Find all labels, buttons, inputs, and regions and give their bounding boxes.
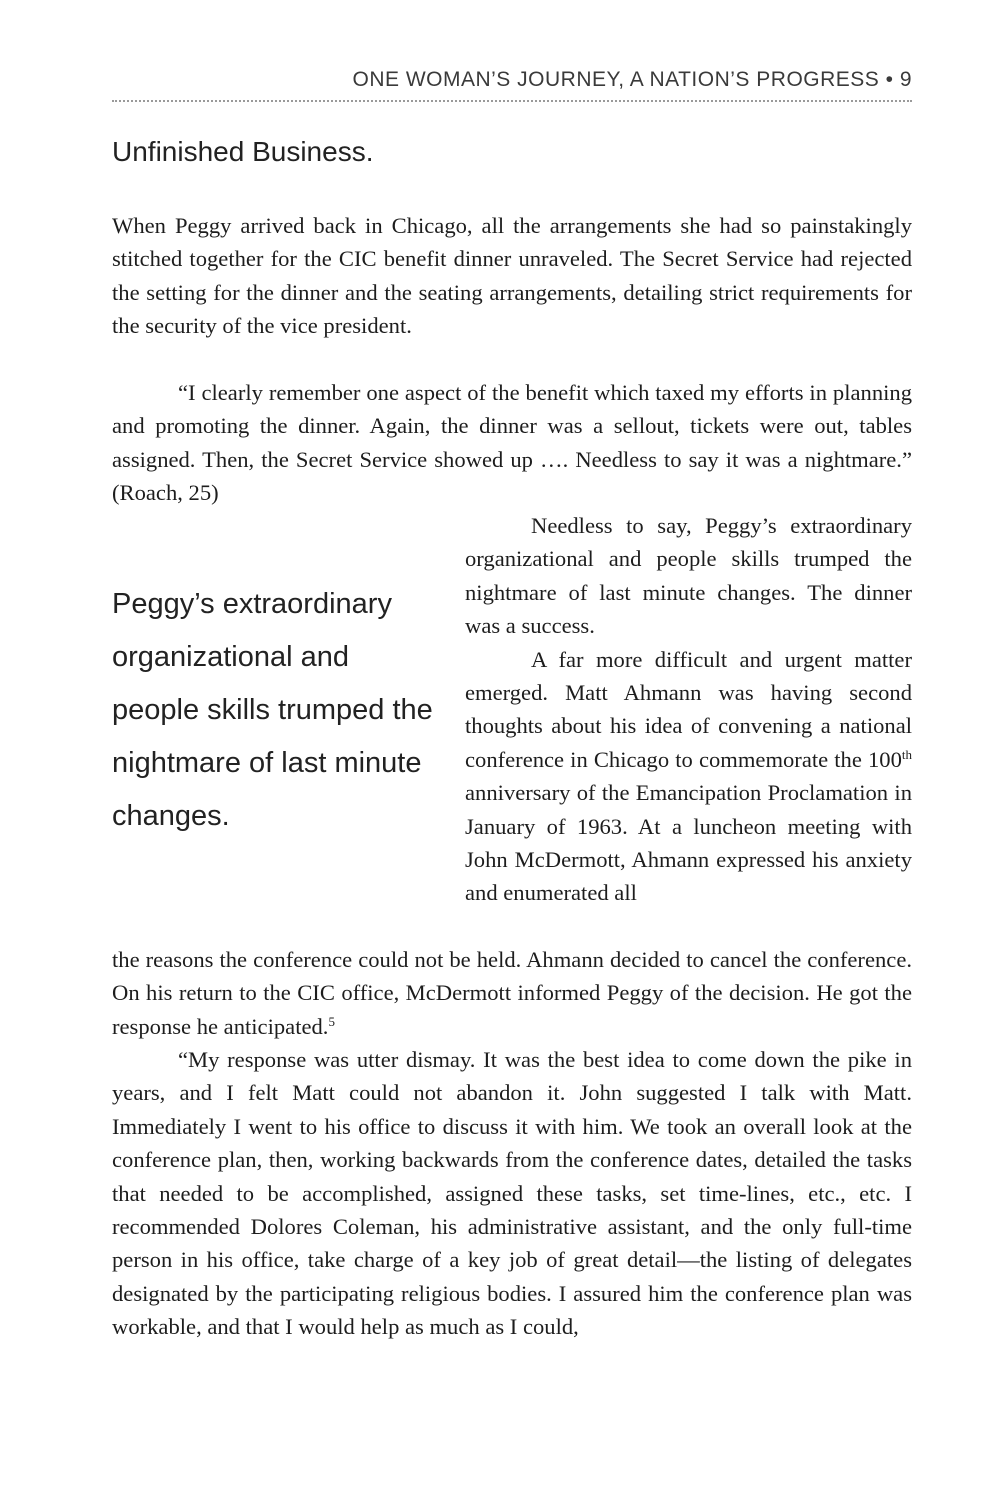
section-title: Unfinished Business. — [112, 136, 374, 167]
paragraph-difficult-matter — [465, 643, 912, 910]
right-column — [465, 509, 912, 910]
paragraph-dismay-quote: “My response was utter dismay. It was the best idea to come down the pike in years, and I felt Matt could not abandon it. John suggested I talk with Matt. Immediately I went to his office to discuss it with him. We took an overall look at the conference plan, then, working backwards from the conference dates, detailed the tasks that needed to be accomplished, assigned these tasks, set time-lines, etc., etc. I recommended Dolores Coleman, his administrative assistant, and the only full-time person in his office, take charge of a key job of great detail—the listing of delegates designated by the participating religious bodies. I assured him the conference plan was workable, and that I would help as much as I could, — [112, 1047, 912, 1340]
paragraph-difficult-matter-text-2: anniversary of the Emancipation Proclamation in January of 1963. At a luncheon meeting with John McDermott, Ahmann expressed his anxiety and enumerated all — [465, 780, 912, 906]
footnote-marker: 5 — [328, 1013, 335, 1029]
paragraph-cancel-decision — [112, 943, 912, 1043]
paragraph-dinner-success: Needless to say, Peggy’s extraordinary organizational and people skills trumped the nightmare of last minute changes. The dinner was a success. — [465, 513, 912, 639]
header-divider — [112, 100, 912, 102]
paragraph-cancel-text: the reasons the conference could not be held. Ahmann decided to cancel the conference. On his return to the CIC office, McDermott informed Peggy of the decision. He got the response he anticipated. — [112, 947, 912, 1039]
paragraph-difficult-matter-text: A far more difficult and urgent matter emerged. Matt Ahmann was having second thoughts about his idea of convening a national conference in Chicago to commemorate the 100 — [465, 646, 912, 772]
paragraph-quote-benefit: “I clearly remember one aspect of the benefit which taxed my efforts in planning and promoting the dinner. Again, the dinner was a sellout, tickets were out, tables assigned. Then, the Secret Service showed up …. Needless to say it was a nightmare.” (Roach, 25) — [112, 380, 912, 506]
running-header: ONE WOMAN’S JOURNEY, A NATION’S PROGRESS • 9 — [352, 68, 912, 91]
paragraph-arrival: When Peggy arrived back in Chicago, all the arrangements she had so painstakingly stitched together for the CIC benefit dinner unraveled. The Secret Service had rejected the setting for the dinner and the seating arrangements, detailing strict requirements for the security of the vice president. — [112, 213, 912, 339]
ordinal-superscript: th — [901, 746, 912, 762]
pull-quote: Peggy’s extraordinary organizational and people skills trumped the nightmare of last minute changes. — [112, 588, 433, 832]
